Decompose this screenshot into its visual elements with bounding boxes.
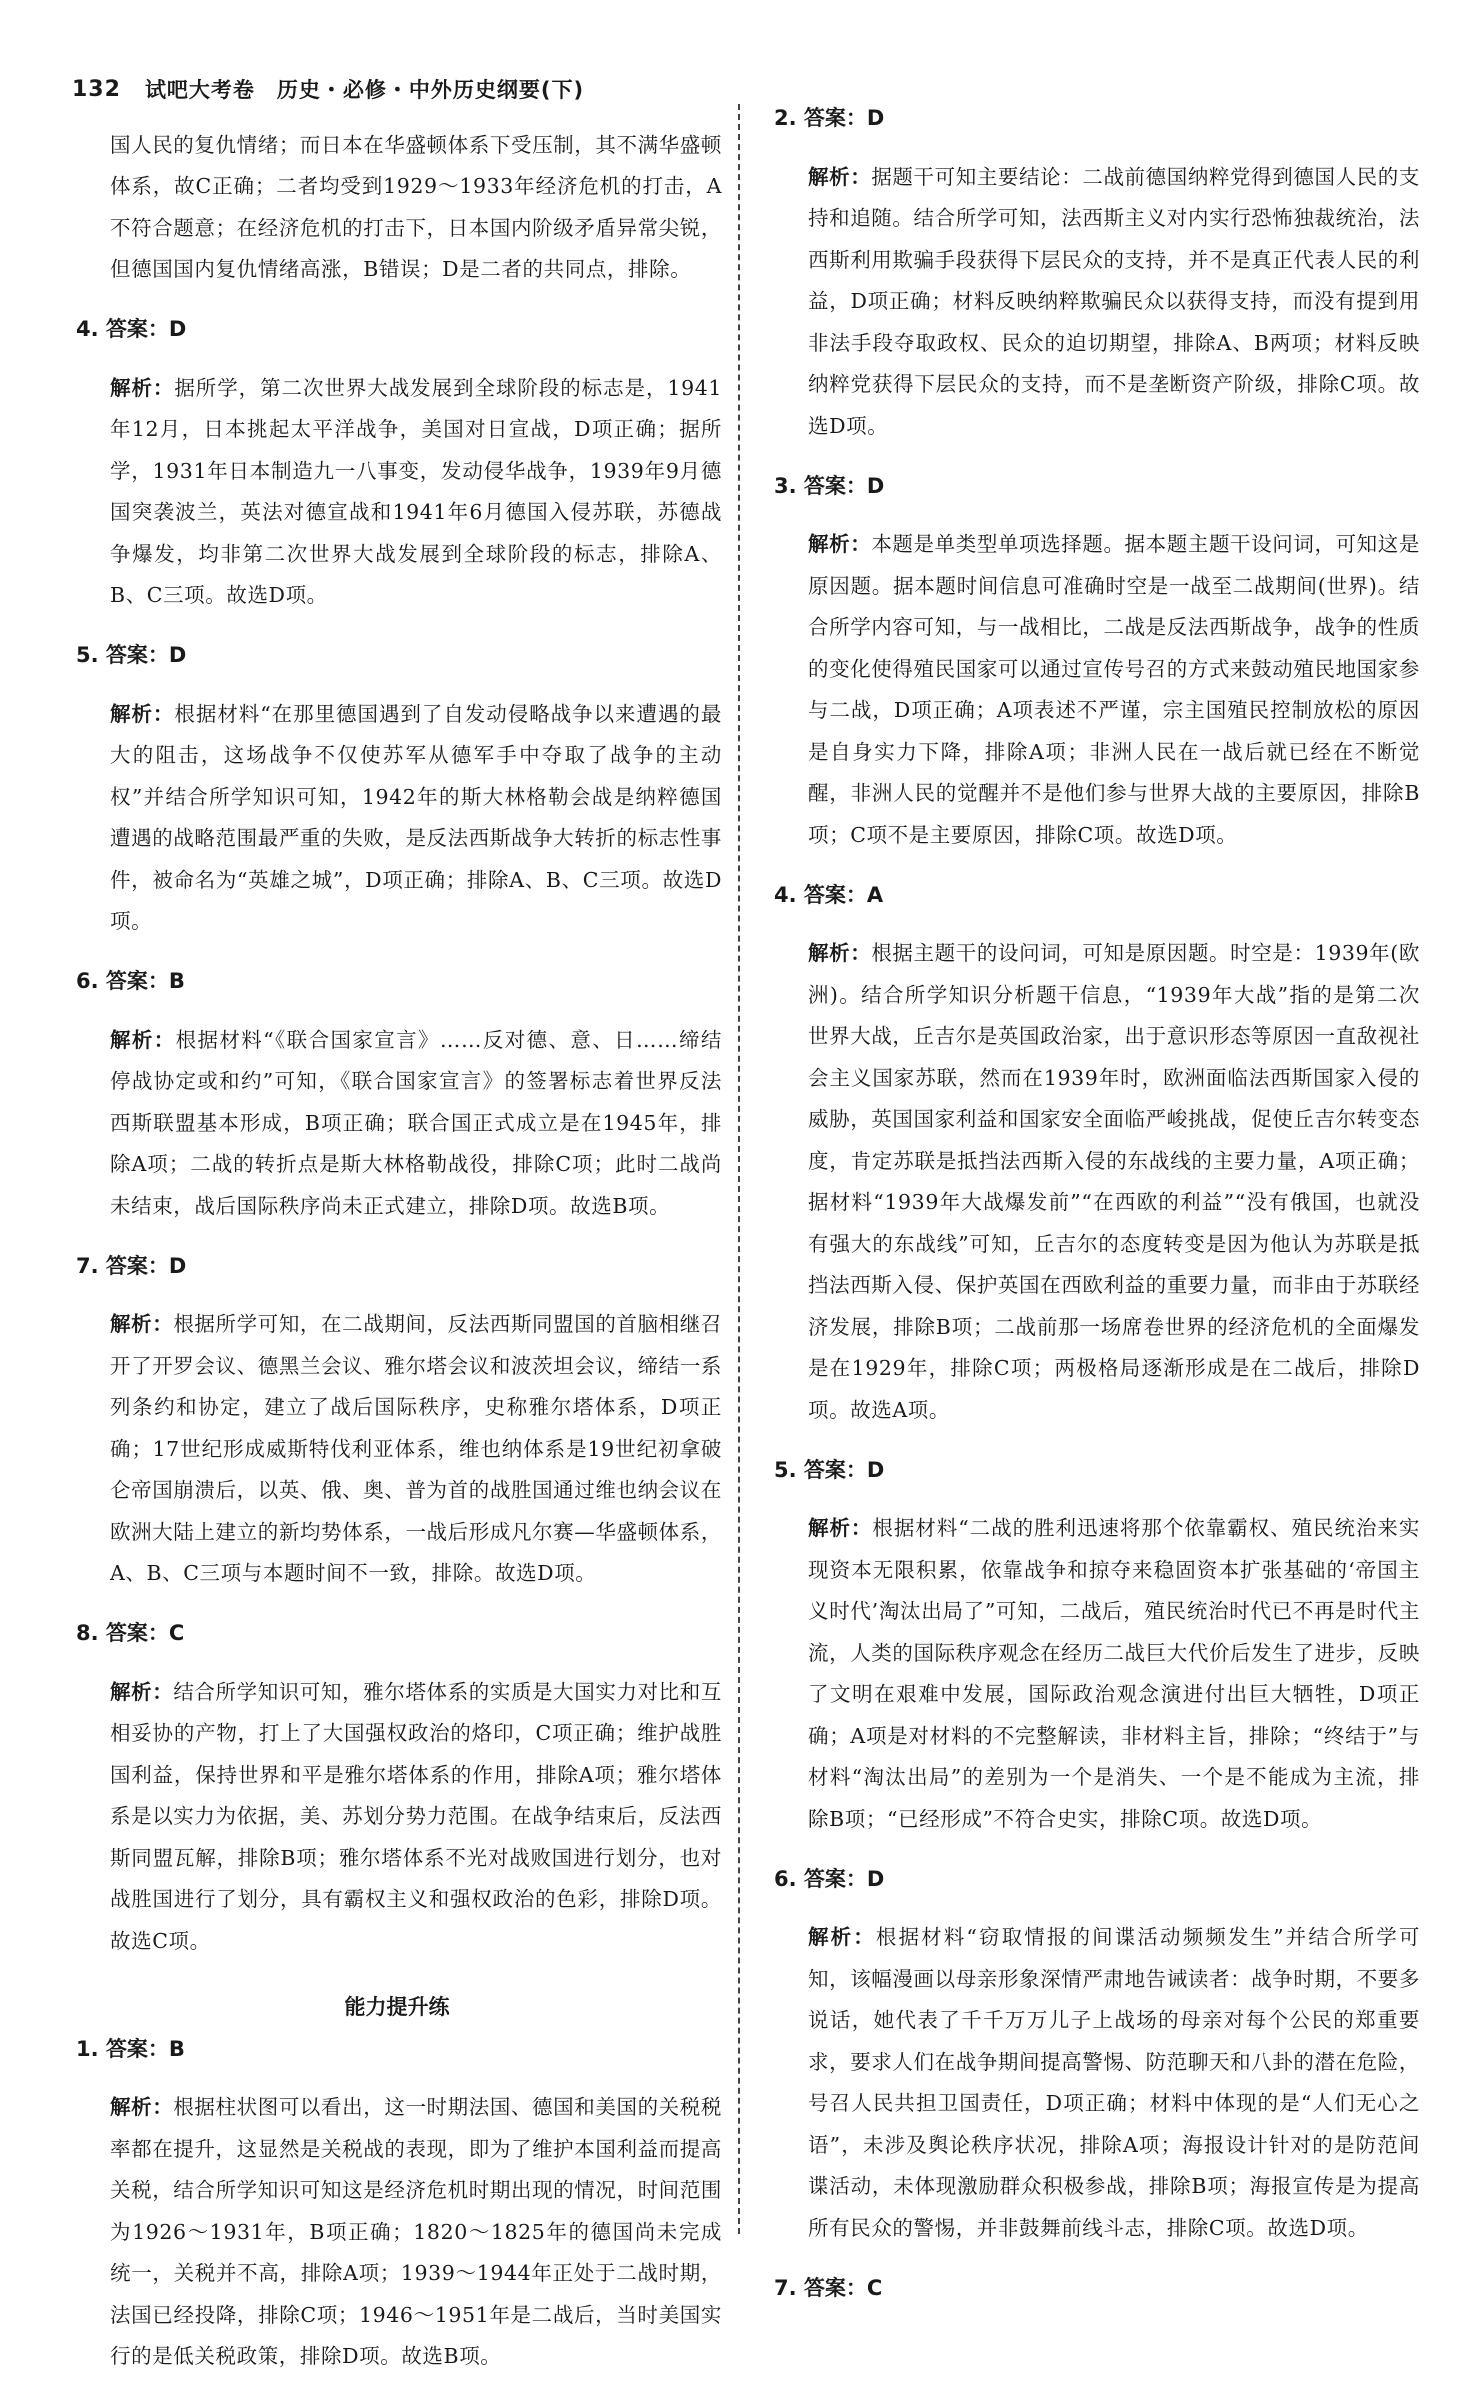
- left-column: [72, 104, 722, 2398]
- analysis-text: 解析：根据所学可知，在二战期间，反法西斯同盟国的首脑相继召开了开罗会议、德黑兰会议、雅尔塔会议和波茨坦会议，缔结一系列条约和协定，建立了战后国际秩序，史称雅尔塔体系，D项正确；17世纪形成威斯特伐利亚体系，维也纳体系是19世纪初拿破仑帝国崩溃后，以英、俄、奥、普为首的战胜国通过维也纳会议在欧洲大陆上建立的新均势体系，一战后形成凡尔赛—华盛顿体系，A、B、C三项与本题时间不一致，排除。故选D项。: [110, 1312, 722, 1585]
- answer-line: 5. 答案：D: [774, 1457, 885, 1482]
- analysis-text: 解析：据所学，第二次世界大战发展到全球阶段的标志是，1941年12月，日本挑起太平洋战争，美国对日宣战，D项正确；据所学，1931年日本制造九一八事变，发动侵华战争，1939年9月德国突袭波兰，英法对德宣战和1941年6月德国入侵苏联，苏德战争爆发，均非第二次世界大战发展到全球阶段的标志，排除A、B、C三项。故选D项。: [110, 375, 722, 607]
- answer-item: [72, 963, 722, 1227]
- answer-line: 4. 答案：A: [774, 882, 884, 907]
- answer-line: 6. 答案：B: [76, 969, 185, 993]
- answer-item: [770, 1861, 1420, 2250]
- answer-line: 8. 答案：C: [76, 1621, 185, 1645]
- answer-item: [72, 311, 722, 617]
- analysis-text: 解析：根据材料“在那里德国遇到了自发动侵略战争以来遭遇的最大的阻击，这场战争不仅使苏军从德军手中夺取了战争的主动权”并结合所学知识可知，1942年的斯大林格勒会战是纳粹德国遭遇的战略范围最严重的失败，是反法西斯战争大转折的标志性事件，被命名为“英雄之城”，D项正确；排除A、B、C三项。故选D项。: [110, 701, 722, 933]
- answer-item: [770, 2270, 1420, 2306]
- answer-item: [72, 1615, 722, 1962]
- answer-item: [72, 637, 722, 943]
- answer-line: 3. 答案：D: [774, 473, 885, 498]
- analysis-text: 解析：根据材料“窃取情报的间谍活动频频发生”并结合所学可知，该幅漫画以母亲形象深情严肃地告诫读者：战争时期，不要多说话，她代表了千千万万儿子上战场的母亲对每个公民的郑重要求，要求人们在战争期间提高警惕、防范聊天和八卦的潜在危险，号召人民共担卫国责任，D项正确；材料中体现的是“人们无心之语”，未涉及舆论秩序状况，排除A项；海报设计针对的是防范间谍活动，未体现激励群众积极参战，排除B项；海报宣传是为提高所有民众的警惕，并非鼓舞前线斗志，排除C项。故选D项。: [808, 1925, 1420, 2240]
- page-number: 132: [72, 76, 121, 102]
- answer-item: [770, 100, 1420, 447]
- analysis-text: 解析：结合所学知识可知，雅尔塔体系的实质是大国实力对比和互相妥协的产物，打上了大国强权政治的烙印，C项正确；维护战胜国利益，保持世界和平是雅尔塔体系的作用，排除A项；雅尔塔体系是以实力为依据，美、苏划分势力范围。在战争结束后，反法西斯同盟瓦解，排除B项；雅尔塔体系不光对战败国进行划分，也对战胜国进行了划分，具有霸权主义和强权政治的色彩，排除D项。故选C项。: [110, 1679, 722, 1953]
- analysis-text: 解析：根据柱状图可以看出，这一时期法国、德国和美国的关税税率都在提升，这显然是关税战的表现，即为了维护本国利益而提高关税，结合所学知识可知这是经济危机时期出现的情况，时间范围为1926～1931年，B项正确；1820～1825年的德国尚未完成统一，关税并不高，排除A项；1939～1944年正处于二战时期，法国已经投降，排除C项；1946～1951年是二战后，当时美国实行的是低关税政策，排除D项。故选B项。: [110, 2095, 722, 2368]
- answer-item: [72, 1248, 722, 1595]
- right-column: [770, 100, 1420, 2306]
- answer-item: [770, 468, 1420, 857]
- column-divider: [738, 104, 740, 2234]
- answer-line: 5. 答案：D: [76, 643, 187, 667]
- continued-text: 国人民的复仇情绪；而日本在华盛顿体系下受压制，其不满华盛顿体系，故C正确；二者均受到1929～1933年经济危机的打击，A不符合题意；在经济危机的打击下，日本国内阶级矛盾异常尖锐，但德国国内复仇情绪高涨，B错误；D是二者的共同点，排除。: [110, 132, 722, 281]
- analysis-text: 解析：根据材料“《联合国家宣言》……反对德、意、日……缔结停战协定或和约”可知，《联合国家宣言》的签署标志着世界反法西斯联盟基本形成，B项正确；联合国正式成立是在1945年，排除A项；二战的转折点是斯大林格勒战役，排除C项；此时二战尚未结束，战后国际秩序尚未正式建立，排除D项。故选B项。: [110, 1027, 722, 1218]
- answer-line: 7. 答案：C: [774, 2275, 883, 2300]
- answer-line: 4. 答案：D: [76, 317, 187, 341]
- analysis-text: 解析：根据材料“二战的胜利迅速将那个依靠霸权、殖民统治来实现资本无限积累，依靠战争和掠夺来稳固资本扩张基础的‘帝国主义时代’淘汰出局了”可知，二战后，殖民统治时代已不再是时代主流，人类的国际秩序观念在经历二战巨大代价后发生了进步，反映了文明在艰难中发展，国际政治观念演进付出巨大牺牲，D项正确；A项是对材料的不完整解读，非材料主旨，排除；“终结于”与材料“淘汰出局”的差别为一个是消失、一个是不能成为主流，排除B项；“已经形成”不符合史实，排除C项。故选D项。: [808, 1516, 1420, 1831]
- answer-item: [770, 1452, 1420, 1841]
- analysis-text: 解析：本题是单类型单项选择题。据本题主题干设问词，可知这是原因题。据本题时间信息可准确时空是一战至二战期间(世界)。结合所学内容可知，与一战相比，二战是反法西斯战争，战争的性质的变化使得殖民国家可以通过宣传号召的方式来鼓动殖民地国家参与二战，D项正确；A项表述不严谨，宗主国殖民控制放松的原因是自身实力下降，排除A项；非洲人民在一战后就已经在不断觉醒，非洲人民的觉醒并不是他们参与世界大战的主要原因，排除B项；C项不是主要原因，排除C项。故选D项。: [808, 532, 1420, 847]
- answer-line: 6. 答案：D: [774, 1866, 885, 1891]
- analysis-text: 解析：据题干可知主要结论：二战前德国纳粹党得到德国人民的支持和追随。结合所学可知，法西斯主义对内实行恐怖独裁统治，法西斯利用欺骗手段获得下层民众的支持，并不是真正代表人民的利益，D项正确；材料反映纳粹欺骗民众以获得支持，而没有提到用非法手段夺取政权、民众的迫切期望，排除A、B两项；材料反映纳粹党获得下层民众的支持，而不是垄断资产阶级，排除C项。故选D项。: [808, 164, 1420, 438]
- answer-item: [72, 2031, 722, 2378]
- analysis-text: 解析：根据主题干的设问词，可知是原因题。时空是：1939年(欧洲)。结合所学知识分析题干信息，“1939年大战”指的是第二次世界大战，丘吉尔是英国政治家，出于意识形态等原因一直敌视社会主义国家苏联，然而在1939年时，欧洲面临法西斯国家入侵的威胁，英国国家利益和国家安全面临严峻挑战，促使丘吉尔转变态度，肯定苏联是抵挡法西斯入侵的东战线的主要力量，A项正确；据材料“1939年大战爆发前”“在西欧的利益”“没有俄国，也就没有强大的东战线”可知，丘吉尔的态度转变是因为他认为苏联是抵挡法西斯入侵、保护英国在西欧利益的重要力量，而非由于苏联经济发展，排除B项；二战前那一场席卷世界的经济危机的全面爆发是在1929年，排除C项；两极格局逐渐形成是在二战后，排除D项。故选A项。: [808, 941, 1420, 1422]
- answer-line: 2. 答案：D: [774, 106, 885, 130]
- answer-line: 7. 答案：D: [76, 1253, 187, 1278]
- answer-line: 1. 答案：B: [76, 2036, 185, 2061]
- header-title: 试吧大考卷 历史・必修・中外历史纲要(下): [144, 78, 585, 102]
- answer-item: [770, 877, 1420, 1432]
- section-title: 能力提升练: [344, 1994, 450, 2019]
